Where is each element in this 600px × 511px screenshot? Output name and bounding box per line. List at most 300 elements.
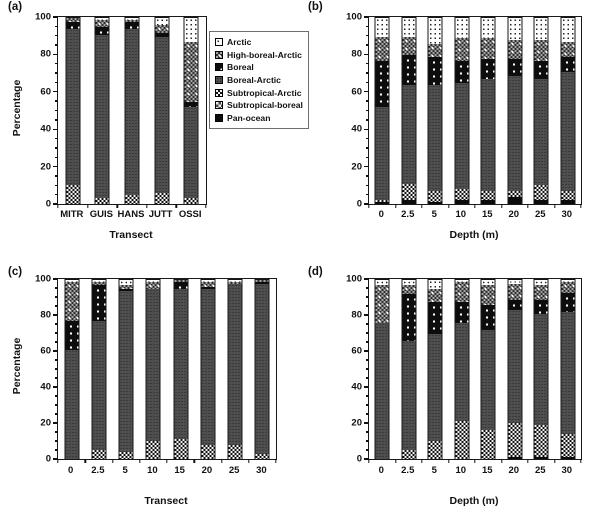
bars-area (369, 279, 581, 459)
legend-item-label: High-boreal-Arctic (227, 49, 302, 60)
x-tick (116, 204, 117, 208)
legend-item-label: Boreal (227, 62, 254, 73)
x-tick (368, 204, 369, 208)
bar-segment-boreal_arctic (155, 37, 168, 193)
x-tick (554, 204, 555, 208)
x-tick (527, 204, 528, 208)
bar-segment-boreal_arctic (120, 291, 133, 452)
bar-slot (176, 17, 206, 204)
y-tick-label: 40 (351, 381, 362, 393)
x-tick (527, 459, 528, 463)
bar-segment-high_boreal_arctic (561, 42, 574, 57)
y-tick-label: 100 (35, 11, 51, 23)
bar-slot (58, 279, 85, 459)
panel-b-x-tick-labels (368, 209, 580, 220)
bar-segment-pan_ocean (482, 200, 495, 204)
bar-segment-boreal_arctic (508, 310, 521, 423)
bar-slot (140, 279, 167, 459)
x-tick-label: 5 (431, 465, 437, 476)
legend-item (215, 99, 303, 112)
black-white-dot-square-icon (215, 63, 223, 71)
x-tick (368, 459, 369, 463)
x-tick (395, 459, 396, 463)
x-tick (501, 204, 502, 208)
legend-item (215, 61, 303, 74)
stacked-bar-2.5 (401, 279, 416, 459)
x-tick-label: JUTT (148, 209, 173, 220)
bar-slot (422, 17, 449, 204)
x-tick (57, 204, 58, 208)
panel-a-y-axis-title: Percentage (11, 79, 23, 137)
bar-segment-arctic (508, 18, 521, 40)
bar-segment-subtropical_arctic (561, 191, 574, 200)
bar-segment-boreal (92, 285, 105, 321)
y-tick-label: 40 (351, 123, 362, 135)
bar-segment-subtropical_arctic (455, 421, 468, 459)
y-tick-label: 60 (351, 345, 362, 357)
bar-segment-boreal (96, 27, 109, 34)
bar-segment-boreal_arctic (256, 284, 269, 454)
bar-segment-high_boreal_arctic (96, 20, 109, 27)
fine-checker-square-icon (215, 89, 223, 97)
bar-segment-arctic (185, 18, 198, 42)
stacked-bar-HANS (124, 17, 139, 204)
bar-slot (502, 279, 529, 459)
bar-segment-high_boreal_arctic (508, 40, 521, 59)
panel-a-plot (35, 11, 207, 210)
bar-slot (249, 279, 276, 459)
stacked-bar-20 (200, 279, 215, 459)
bar-segment-boreal_arctic (482, 79, 495, 191)
bar-segment-boreal (508, 300, 521, 311)
bar-segment-boreal (429, 57, 442, 85)
bar-segment-high_boreal_arctic (429, 289, 442, 302)
legend-item-label: Arctic (227, 37, 252, 48)
x-tick-label: HANS (117, 209, 145, 220)
x-tick-label: 25 (228, 465, 240, 476)
bar-segment-subtropical_arctic (535, 425, 548, 457)
panel-b-x-axis-title: Depth (m) (449, 229, 499, 241)
x-tick (57, 459, 58, 463)
x-tick-label: 15 (174, 465, 185, 476)
bar-segment-high_boreal_arctic (65, 282, 78, 321)
legend-item-label: Subtropical-boreal (227, 100, 303, 111)
legend-item (215, 86, 303, 99)
bar-slot (369, 17, 396, 204)
bar-segment-boreal_arctic (429, 334, 442, 441)
bar-slot (369, 279, 396, 459)
bar-segment-subtropical_arctic (66, 185, 79, 204)
bar-segment-boreal_arctic (376, 107, 389, 200)
bar-slot (555, 279, 582, 459)
bar-segment-boreal (66, 22, 79, 29)
x-tick-label: 0 (67, 465, 74, 476)
legend-item-label: Boreal-Arctic (227, 75, 281, 86)
stacked-bar-5 (119, 279, 134, 459)
panel-b-label: (b) (308, 1, 323, 13)
panel-d (300, 255, 600, 511)
black-square-icon (215, 114, 223, 122)
bar-segment-high_boreal_arctic (482, 38, 495, 58)
bar-segment-pan_ocean (561, 200, 574, 204)
bar-segment-subtropical_arctic (185, 198, 198, 204)
x-tick-label: 25 (534, 209, 546, 220)
bar-segment-arctic (482, 18, 495, 38)
bar-segment-boreal_arctic (535, 314, 548, 425)
bar-segment-pan_ocean (508, 197, 521, 204)
bar-segment-subtropical_arctic (229, 445, 242, 459)
bar-slot (113, 279, 140, 459)
bar-slot (528, 17, 555, 204)
bar-segment-boreal_arctic (201, 289, 214, 445)
panel-c-x-tick-labels (57, 465, 275, 476)
bar-segment-boreal_arctic (429, 85, 442, 191)
bar-slot (147, 17, 177, 204)
bar-segment-high_boreal_arctic (429, 44, 442, 57)
bar-segment-arctic (376, 18, 389, 37)
panel-b (300, 0, 600, 255)
bar-segment-arctic (402, 18, 415, 37)
y-tick-label: 20 (40, 417, 51, 429)
dark-checker-square-icon (215, 51, 223, 59)
bar-segment-boreal (125, 22, 138, 29)
x-tick (205, 204, 206, 208)
stacked-bar-30 (560, 17, 575, 204)
bar-slot (502, 17, 529, 204)
bar-segment-subtropical_arctic (155, 193, 168, 204)
panel-d-label: (d) (308, 266, 323, 278)
bar-segment-boreal_arctic (535, 79, 548, 185)
bar-segment-pan_ocean (455, 200, 468, 204)
x-tick-label: 20 (201, 465, 213, 476)
bar-segment-subtropical_arctic (429, 441, 442, 459)
panel-c (0, 255, 300, 511)
bar-segment-boreal_arctic (185, 107, 198, 198)
y-tick-label: 0 (356, 453, 362, 465)
x-tick (448, 204, 449, 208)
bar-segment-high_boreal_arctic (482, 285, 495, 305)
x-tick (421, 459, 422, 463)
bar-segment-boreal (482, 305, 495, 330)
bar-segment-subtropical_arctic (508, 423, 521, 457)
y-tick-label: 0 (45, 198, 51, 210)
y-tick-label: 60 (40, 345, 51, 357)
x-tick (166, 459, 167, 463)
panel-c-y-axis-title: Percentage (11, 337, 23, 395)
panel-d-plot (346, 273, 582, 465)
bar-segment-boreal_arctic (482, 330, 495, 430)
bar-segment-pan_ocean (376, 202, 389, 204)
y-tick-label: 40 (40, 381, 51, 393)
stacked-bar-JUTT (154, 17, 169, 204)
y-tick-label: 20 (351, 417, 362, 429)
panel-a-x-axis-title: Transect (109, 229, 153, 241)
stacked-bar-5 (428, 279, 443, 459)
y-tick-label: 0 (45, 453, 51, 465)
stacked-bar-15 (173, 279, 188, 459)
stacked-bar-15 (481, 17, 496, 204)
y-tick-label: 80 (40, 309, 51, 321)
bar-slot (475, 279, 502, 459)
x-tick-label: OSSI (178, 209, 202, 220)
y-tick-label: 80 (351, 48, 362, 60)
stacked-bar-0 (375, 279, 390, 459)
x-tick (176, 204, 177, 208)
stacked-bar-10 (454, 17, 469, 204)
panel-a-label: (a) (8, 1, 23, 13)
x-tick (194, 459, 195, 463)
dotted-white-square-icon (215, 38, 223, 46)
bar-segment-boreal_arctic (508, 76, 521, 191)
bar-segment-subtropical_arctic (147, 441, 160, 459)
bar-segment-boreal (535, 61, 548, 80)
bar-slot (167, 279, 194, 459)
bar-segment-boreal (455, 61, 468, 83)
legend-item (215, 74, 303, 87)
y-tick-label: 20 (40, 161, 51, 173)
x-tick (421, 204, 422, 208)
panel-c-label: (c) (8, 266, 23, 278)
x-tick-label: 30 (256, 465, 267, 476)
bar-segment-boreal (535, 300, 548, 314)
bar-segment-boreal_arctic (65, 350, 78, 459)
stacked-bar-25 (534, 279, 549, 459)
bar-segment-boreal_arctic (125, 29, 138, 195)
bar-segment-high_boreal_arctic (535, 40, 548, 60)
stacked-bar-20 (507, 279, 522, 459)
x-tick-label: 15 (481, 209, 493, 220)
bar-segment-subtropical_arctic (201, 445, 214, 459)
bar-segment-subtropical_arctic (561, 434, 574, 457)
x-tick-label: 10 (455, 209, 467, 220)
bar-segment-high_boreal_arctic (155, 25, 168, 32)
bar-segment-boreal (561, 57, 574, 72)
x-tick (146, 204, 147, 208)
bar-segment-high_boreal_arctic (402, 285, 415, 294)
stacked-bar-MITR (65, 17, 80, 204)
bar-slot (194, 279, 221, 459)
x-tick-label: 2.5 (401, 465, 415, 476)
bar-segment-arctic (155, 18, 168, 25)
x-tick (87, 204, 88, 208)
x-tick (395, 204, 396, 208)
x-tick-label: 25 (534, 465, 546, 476)
y-tick-label: 80 (351, 309, 362, 321)
x-tick-label: 2.5 (401, 209, 415, 220)
stacked-bar-10 (454, 279, 469, 459)
bar-slot (555, 17, 582, 204)
bar-segment-boreal (402, 294, 415, 341)
bar-segment-subtropical_arctic (535, 185, 548, 200)
x-tick (448, 459, 449, 463)
bar-segment-boreal_arctic (455, 323, 468, 421)
bar-segment-subtropical_arctic (256, 454, 269, 459)
stacked-bar-GUIS (95, 17, 110, 204)
x-tick (501, 459, 502, 463)
x-tick (554, 459, 555, 463)
bar-segment-subtropical_arctic (482, 191, 495, 200)
bar-slot (475, 17, 502, 204)
y-tick-label: 100 (346, 273, 362, 285)
stacked-bar-OSSI (184, 17, 199, 204)
bar-segment-boreal_arctic (561, 72, 574, 191)
bar-slot (396, 279, 423, 459)
bar-segment-boreal (508, 59, 521, 76)
legend-item-label: Subtropical-Arctic (227, 87, 302, 98)
x-tick (112, 459, 113, 463)
bar-segment-boreal_arctic (402, 341, 415, 450)
legend (209, 31, 309, 129)
stacked-bar-5 (428, 17, 443, 204)
stacked-bar-0 (375, 17, 390, 204)
bar-segment-boreal (455, 302, 468, 323)
x-tick-label: 20 (508, 209, 520, 220)
x-tick (248, 459, 249, 463)
bar-segment-arctic (429, 280, 442, 289)
bar-slot (117, 17, 147, 204)
bar-segment-boreal_arctic (66, 29, 79, 185)
bars-area (369, 17, 581, 204)
bar-segment-boreal_arctic (96, 35, 109, 199)
panel-c-plot (35, 273, 277, 465)
bar-segment-subtropical_arctic (174, 439, 187, 459)
x-tick-label: 0 (378, 465, 384, 476)
stacked-bar-2.5 (401, 17, 416, 204)
bar-segment-boreal_arctic (92, 321, 105, 450)
x-tick (85, 459, 86, 463)
bar-slot (449, 279, 476, 459)
panel-d-x-axis-title: Depth (m) (449, 495, 499, 507)
x-tick (221, 459, 222, 463)
bar-slot (222, 279, 249, 459)
stacked-bar-0 (64, 279, 79, 459)
stacked-bar-15 (481, 279, 496, 459)
y-tick-label: 80 (40, 48, 51, 60)
x-tick-label: 5 (431, 209, 437, 220)
stacked-bar-30 (560, 279, 575, 459)
bar-segment-boreal_arctic (174, 289, 187, 439)
x-tick-label: MITR (60, 209, 84, 220)
bar-segment-subtropical_arctic (455, 189, 468, 200)
gray-square-icon (215, 76, 223, 84)
bar-segment-high_boreal_arctic (561, 282, 574, 293)
bar-segment-subtropical_arctic (429, 191, 442, 202)
bar-slot (449, 17, 476, 204)
y-tick-label: 0 (356, 198, 362, 210)
stacked-bar-25 (228, 279, 243, 459)
x-tick-label: 30 (561, 465, 573, 476)
bar-segment-high_boreal_arctic (147, 282, 160, 289)
x-tick (474, 204, 475, 208)
x-tick-label: 2.5 (91, 465, 105, 476)
bar-segment-subtropical_arctic (402, 450, 415, 459)
bar-segment-high_boreal_arctic (402, 37, 415, 56)
bar-segment-boreal_arctic (455, 83, 468, 189)
x-tick-label: 5 (122, 465, 128, 476)
bar-segment-boreal_arctic (561, 312, 574, 434)
bar-segment-subtropical_arctic (120, 452, 133, 459)
bar-segment-boreal_arctic (147, 289, 160, 441)
legend-item-label: Pan-ocean (227, 112, 271, 123)
stacked-bar-25 (534, 17, 549, 204)
bar-segment-boreal_arctic (376, 323, 389, 459)
bar-segment-boreal (174, 282, 187, 289)
bar-segment-pan_ocean (535, 200, 548, 204)
checker-square-icon (215, 101, 223, 109)
x-tick-label: GUIS (89, 209, 113, 220)
stacked-bar-30 (255, 279, 270, 459)
bar-segment-pan_ocean (535, 457, 548, 459)
bar-segment-high_boreal_arctic (535, 285, 548, 299)
panel-c-x-axis-title: Transect (144, 495, 188, 507)
bar-segment-arctic (535, 18, 548, 40)
bar-segment-high_boreal_arctic (376, 37, 389, 61)
stacked-bar-20 (507, 17, 522, 204)
y-tick-label: 40 (40, 123, 51, 135)
stacked-bar-2.5 (91, 279, 106, 459)
bar-segment-high_boreal_arctic (376, 285, 389, 323)
x-tick (580, 204, 581, 208)
bars-area (58, 279, 276, 459)
bar-segment-pan_ocean (561, 457, 574, 459)
bar-segment-arctic (455, 18, 468, 38)
x-tick-label: 15 (481, 465, 493, 476)
bar-slot (422, 279, 449, 459)
x-tick (139, 459, 140, 463)
y-tick-label: 60 (351, 86, 362, 98)
bar-segment-pan_ocean (429, 202, 442, 204)
bar-segment-boreal (65, 321, 78, 350)
panel-a-x-tick-labels (57, 209, 205, 220)
x-tick-label: 10 (455, 465, 467, 476)
bar-segment-boreal (402, 55, 415, 85)
bar-segment-boreal (376, 61, 389, 108)
y-tick-label: 20 (351, 161, 362, 173)
bar-segment-high_boreal_arctic (508, 284, 521, 300)
y-tick-label: 100 (346, 11, 362, 23)
x-tick (580, 459, 581, 463)
legend-item (215, 49, 303, 62)
bar-segment-high_boreal_arctic (455, 282, 468, 302)
x-tick (275, 459, 276, 463)
bar-slot (396, 17, 423, 204)
x-tick-label: 20 (508, 465, 520, 476)
legend-item (215, 112, 303, 125)
x-tick-label: 10 (147, 465, 158, 476)
bar-segment-subtropical_arctic (402, 184, 415, 201)
y-tick-label: 60 (40, 86, 51, 98)
x-tick (474, 459, 475, 463)
bar-segment-subtropical_arctic (482, 430, 495, 459)
bar-segment-boreal (561, 293, 574, 313)
bar-slot (88, 17, 118, 204)
bar-segment-boreal (482, 59, 495, 79)
bar-segment-subtropical_arctic (96, 198, 109, 204)
bar-segment-pan_ocean (508, 457, 521, 459)
bar-segment-subtropical_arctic (125, 195, 138, 204)
bar-segment-arctic (561, 18, 574, 42)
stacked-bar-10 (146, 279, 161, 459)
bar-segment-subtropical_arctic (92, 450, 105, 459)
x-tick-label: 0 (378, 209, 384, 220)
bar-segment-pan_ocean (402, 200, 415, 204)
bar-segment-boreal_arctic (229, 284, 242, 445)
bar-segment-boreal_arctic (402, 85, 415, 184)
bars-area (58, 17, 206, 204)
bar-slot (85, 279, 112, 459)
x-tick-label: 30 (561, 209, 573, 220)
panel-b-plot (346, 11, 582, 210)
